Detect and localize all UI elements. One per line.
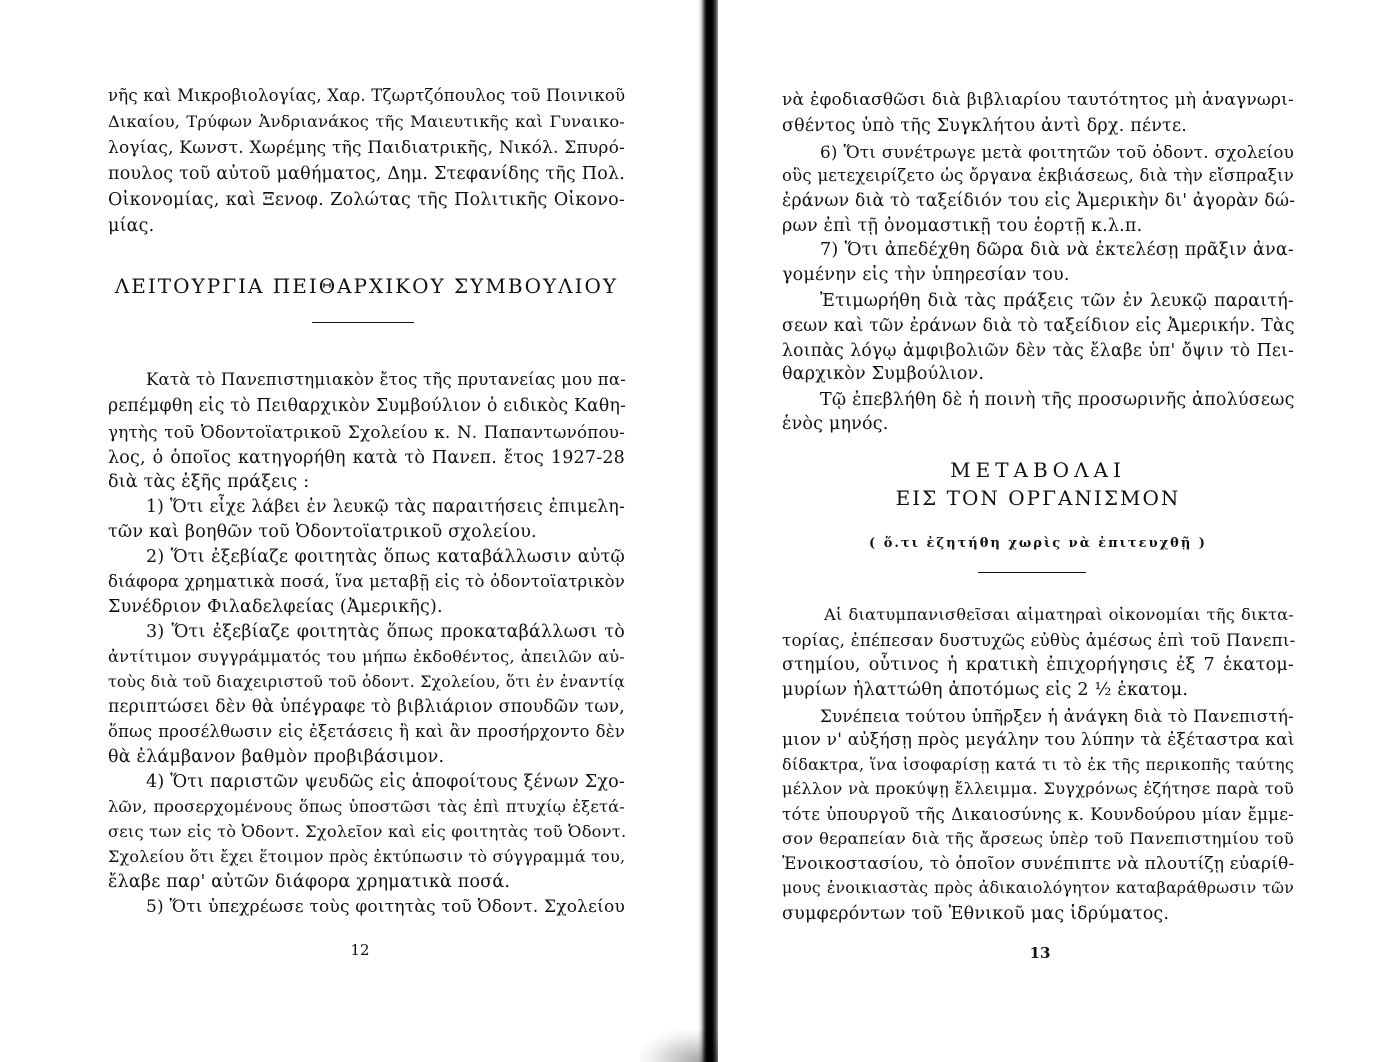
text-line: περιπτώσει δὲν θὰ ὑπέγραφε τὸ βιβλιάριον σπουδῶν των,: [108, 697, 625, 717]
text-line: 1) Ὅτι εἶχε λάβει ἐν λευκῷ τὰς παραιτήσεις ἐπιμελη-: [146, 497, 625, 517]
text-line: ἐράνων διὰ τὸ ταξείδιόν του εἰς Ἀμερικὴν δι' ἀγορὰν δώ-: [782, 191, 1296, 211]
text-line: ἑνὸς μηνός.: [782, 414, 889, 434]
heading-rule: [978, 572, 1086, 573]
page-number: 12: [350, 941, 370, 959]
text-line: ρων ἐπὶ τῇ ὀνομαστικῇ του ἑορτῇ κ.λ.π.: [782, 216, 1143, 236]
text-line: 2) Ὅτι ἐξεβίαζε φοιτητὰς ὅπως καταβάλλωσιν αὐτῷ: [146, 547, 625, 567]
text-line: τότε ὑπουργοῦ τῆς Δικαιοσύνης κ. Κουνδούρου μίαν ἔμμε-: [782, 804, 1294, 824]
heading-rule: [312, 322, 414, 323]
text-line: σον θεραπείαν διὰ τῆς ἄρσεως ὑπὲρ τοῦ Πανεπιστημίου τοῦ: [782, 829, 1294, 848]
text-line: σθέντος ὑπὸ τῆς Συγκλήτου ἀντὶ δρχ. πέντε.: [782, 116, 1187, 136]
section-heading-line1: ΜΕΤΑΒΟΛΑΙ: [950, 458, 1126, 482]
text-line: δίδακτρα, ἵνα ἰσοφαρίσῃ κατά τι τὸ ἐκ τῆς περικοπῆς ταύτης: [782, 755, 1294, 774]
text-line: Τῷ ἐπεβλήθη δὲ ἡ ποινὴ τῆς προσωρινῆς ἀπολύσεως: [820, 390, 1295, 410]
section-heading: ΛΕΙΤΟΥΡΓΙΑ ΠΕΙΘΑΡΧΙΚΟΥ ΣΥΜΒΟΥΛΙΟΥ: [114, 274, 619, 298]
text-line: μίας.: [108, 216, 155, 236]
text-line: ρεπέμφθη εἰς τὸ Πειθαρχικὸν Συμβούλιον ὁ ειδικὸς Καθη-: [108, 396, 627, 416]
text-line: Αἱ διατυμπανισθεῖσαι αἱματηραὶ οἰκονομίαι τῆς δικτα-: [824, 605, 1294, 624]
text-line: διάφορα χρηματικὰ ποσά, ἵνα μεταβῇ εἰς τὸ ὀδοντοϊατρικὸν: [108, 572, 625, 591]
text-line: Συνέδριον Φιλαδελφείας (Ἀμερικῆς).: [108, 597, 443, 617]
text-line: θαρχικὸν Συμβούλιον.: [782, 364, 985, 384]
text-line: λος, ὁ ὁποῖος κατηγορήθη κατὰ τὸ Πανεπ. ἔτος 1927-28: [108, 448, 625, 468]
text-line: Δικαίου, Τρύφων Ἀνδριανάκος τῆς Μαιευτικῆς καὶ Γυναικο-: [108, 112, 625, 131]
text-line: 5) Ὅτι ὑπεχρέωσε τοὺς φοιτητὰς τοῦ Ὀδοντ. Σχολείου: [146, 897, 625, 917]
text-line: στημίου, οὗτινος ἡ κρατικὴ ἐπιχορήγησις ἐξ 7 ἑκατομ-: [782, 655, 1294, 675]
text-line: διὰ τὰς ἑξῆς πράξεις :: [108, 472, 310, 492]
text-line: 4) Ὅτι παριστῶν ψευδῶς εἰς ἀποφοίτους ξένων Σχο-: [146, 772, 625, 792]
text-line: ἔλαβε παρ' αὐτῶν διάφορα χρηματικὰ ποσά.: [108, 872, 511, 892]
text-line: Κατὰ τὸ Πανεπιστημιακὸν ἔτος τῆς πρυτανείας μου πα-: [146, 370, 626, 389]
right-page: [718, 0, 1395, 1062]
text-line: ὅπως προσέλθωσιν εἰς ἐξετάσεις ἢ καὶ ἂν προσήρχοντο δὲν: [108, 722, 625, 741]
text-line: γομένην εἰς τὴν ὑπηρεσίαν του.: [782, 265, 1070, 285]
text-line: συμφερόντων τοῦ Ἐθνικοῦ μας ἱδρύματος.: [782, 904, 1170, 924]
text-line: Ἐτιμωρήθη διὰ τὰς πράξεις τῶν ἐν λευκῷ παραιτή-: [820, 291, 1294, 311]
text-line: Συνέπεια τούτου ὑπῆρξεν ἡ ἀνάγκη διὰ τὸ Πανεπιστή-: [820, 706, 1294, 726]
text-line: λῶν, προσερχομένους ὅπως ὑποστῶσι τὰς ἐπὶ πτυχίῳ ἐξετά-: [108, 797, 625, 816]
text-line: πουλος τοῦ αὐτοῦ μαθήματος, Δημ. Στεφανίδης τῆς Πολ.: [108, 164, 625, 184]
text-line: νῆς καὶ Μικροβιολογίας, Χαρ. Τζωρτζόπουλος τοῦ Ποινικοῦ: [108, 86, 626, 105]
text-line: λογίας, Κωνστ. Χωρέμης τῆς Παιδιατρικῆς, Νικόλ. Σπυρό-: [108, 138, 625, 158]
text-line: ἀντίτιμον συγγράμματός του μήπω ἐκδοθέντος, ἀπειλῶν αὐ-: [108, 647, 625, 666]
text-line: οὓς μετεχειρίζετο ὡς ὄργανα ἐκβιάσεως, διὰ τὴν εἴσπραξιν: [782, 166, 1294, 185]
text-line: θὰ ἐλάμβανον βαθμὸν προβιβάσιμον.: [108, 747, 445, 767]
text-line: τῶν καὶ βοηθῶν τοῦ Ὀδοντοϊατρικοῦ σχολείου.: [108, 522, 537, 542]
page-number: 13: [1029, 944, 1051, 962]
text-line: τοὺς διὰ τοῦ διαχειριστοῦ τοῦ ὀδοντ. Σχολείου, ὅτι ἐν ἐναντίᾳ: [108, 672, 625, 691]
text-line: Ἐνοικοστασίου, τὸ ὁποῖον συνέπιπτε νὰ πλουτίζῃ εὐαρίθ-: [782, 854, 1295, 874]
text-line: γητὴς τοῦ Ὀδοντοϊατρικοῦ Σχολείου κ. Ν. Παπαντωνόπου-: [108, 422, 625, 442]
text-line: λοιπὰς λόγῳ ἀμφιβολιῶν δὲν τὰς ἔλαβε ὑπ' ὄψιν τὸ Πει-: [782, 341, 1294, 361]
text-line: μυρίων ἠλαττώθη ἀποτόμως εἰς 2 ½ ἑκατομ.: [782, 680, 1189, 700]
text-line: Οἰκονομίας, καὶ Ξενοφ. Ζολώτας τῆς Πολιτικῆς Οἰκονο-: [108, 190, 625, 210]
text-line: Σχολείου ὅτι ἔχει ἕτοιμον πρὸς ἐκτύπωσιν τὸ σύγγραμμά του,: [108, 847, 626, 866]
text-line: 3) Ὅτι ἐξεβίαζε φοιτητὰς ὅπως προκαταβάλλωσι τὸ: [146, 622, 625, 642]
text-line: μους ἐνοικιαστὰς πρὸς ἀδικαιολόγητον καταβαράθρωσιν τῶν: [782, 878, 1294, 897]
text-line: μέλλον νὰ προκύψῃ ἔλλειμμα. Συγχρόνως ἐζήτησε παρὰ τοῦ: [782, 779, 1294, 798]
text-line: 6) Ὅτι συνέτρωγε μετὰ φοιτητῶν τοῦ ὀδοντ. σχολείου: [820, 142, 1294, 162]
text-line: σεων καὶ τῶν ἐράνων διὰ τὸ ταξείδιον εἰς Ἀμερικήν. Τὰς: [782, 316, 1295, 336]
text-line: νὰ ἐφοδιασθῶσι διὰ βιβλιαρίου ταυτότητος μὴ ἀναγνωρι-: [782, 90, 1294, 110]
text-line: μιον ν' αὐξήσῃ πρὸς μεγάλην του λύπην τὰ ἐξέταστρα καὶ: [782, 730, 1295, 750]
section-heading-line2: ΕΙΣ ΤΟΝ ΟΡΓΑΝΙΣΜΟΝ: [895, 486, 1181, 510]
text-line: 7) Ὅτι ἀπεδέχθη δῶρα διὰ νὰ ἐκτελέσῃ πρᾶξιν ἀνα-: [820, 240, 1294, 260]
text-line: τορίας, ἐπέπεσαν δυστυχῶς εὐθὺς ἀμέσως ἐπὶ τοῦ Πανεπι-: [782, 630, 1296, 650]
section-subtitle: ( ὅ.τι ἐζητήθη χωρὶς νὰ ἐπιτευχθῇ ): [869, 536, 1207, 551]
text-line: σεις των εἰς τὸ Ὀδοντ. Σχολεῖον καὶ εἰς φοιτητὰς τοῦ Ὀδοντ.: [108, 822, 627, 841]
